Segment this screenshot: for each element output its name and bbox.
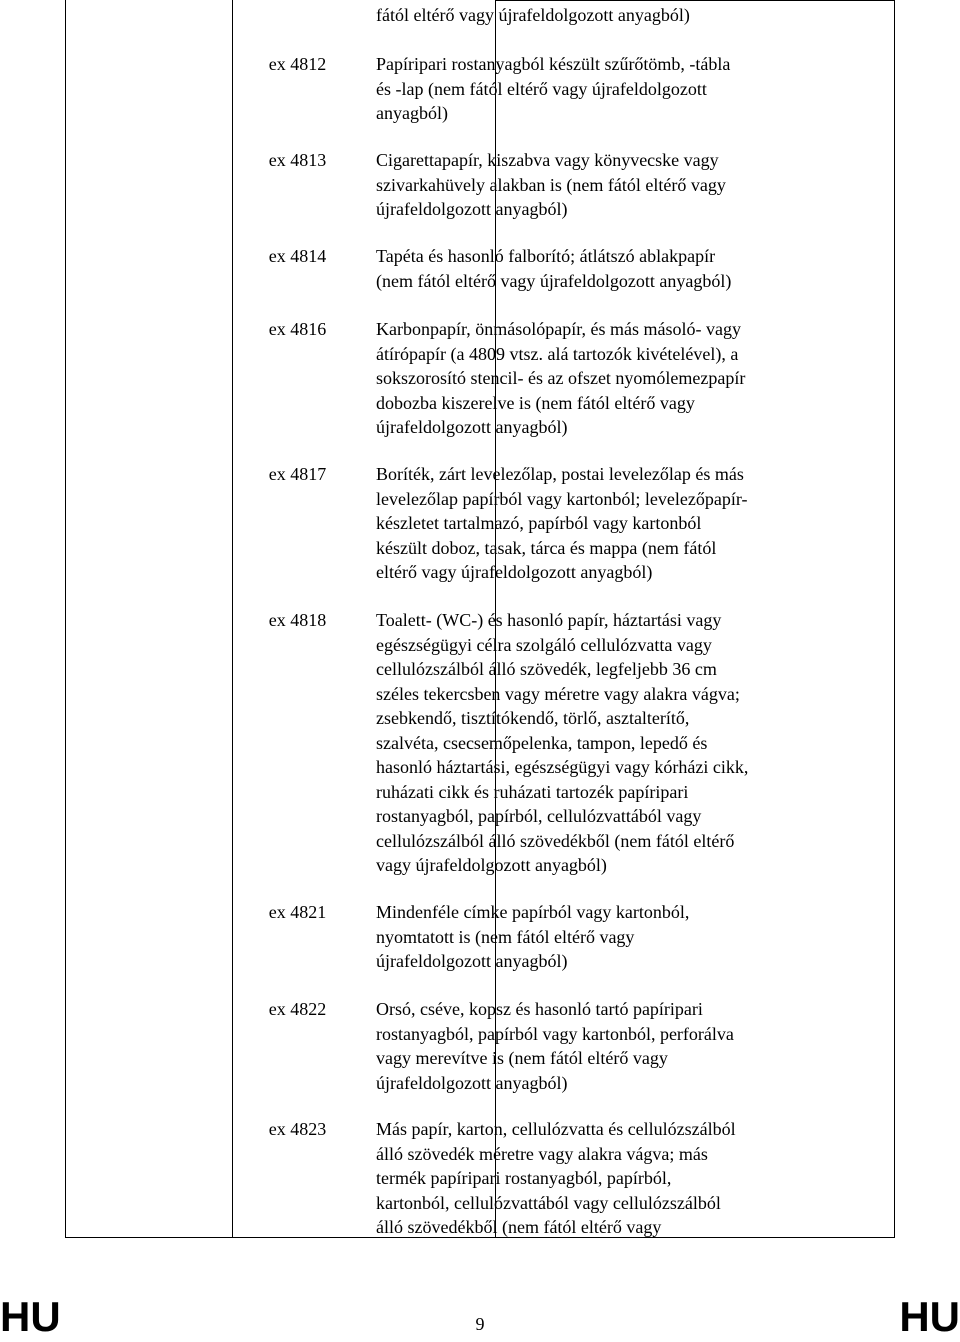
description-line: anyagból) [376, 103, 448, 123]
row-description [376, 1117, 820, 1240]
description-line: cellulózszálból álló szövedékből (nem fától eltérő [376, 830, 735, 851]
description-line: újrafeldolgozott anyagból) [376, 1072, 568, 1093]
description-line: Boríték, zárt levelezőlap, postai levelezőlap és más [376, 464, 744, 484]
description-line: Mindenféle címke papírból vagy kartonból, [376, 902, 690, 922]
description-line: szivarkahüvely alakban is (nem fától eltérő vagy [376, 174, 726, 195]
row-description [376, 52, 820, 126]
row-description [376, 462, 820, 585]
footer-country-left: HU [0, 1293, 61, 1340]
description-line: ruházati cikk és ruházati tartozék papíripari [376, 781, 689, 802]
description-line: Orsó, cséve, kopsz és hasonló tartó papíripari [376, 999, 703, 1019]
description-line: szalvéta, csecsemőpelenka, tampon, lepedő és [376, 732, 708, 753]
description-line: zsebkendő, tisztítókendő, törlő, asztalterítő, [376, 708, 690, 728]
description-line: újrafeldolgozott anyagból) [376, 417, 568, 437]
row-code: ex 4812 [268, 54, 327, 74]
description-line: újrafeldolgozott anyagból) [376, 199, 568, 219]
description-line: sokszorosító stencil- és az ofszet nyomólemezpapír [376, 368, 746, 388]
table-top-border [495, 0, 894, 1]
description-line: újrafeldolgozott anyagból) [376, 951, 568, 971]
description-line: hasonló háztartási, egészségügyi vagy kórházi cikk, [376, 757, 749, 777]
description-line: cellulózszálból álló szövedék, legfeljebb 36 cm [376, 659, 717, 679]
description-line: Más papír, karton, cellulózvatta és cellulózszálból [376, 1119, 736, 1139]
description-line: nyomtatott is (nem fától eltérő vagy [376, 926, 635, 947]
row-code: ex 4814 [268, 246, 327, 266]
description-line: vagy újrafeldolgozott anyagból) [376, 855, 607, 875]
description-line: vagy merevítve is (nem fától eltérő vagy [376, 1048, 668, 1068]
description-line: széles tekercsben vagy méretre vagy alakra vágva; [376, 683, 740, 704]
row-description [376, 900, 820, 974]
description-line: Karbonpapír, önmásolópapír, és más másoló- vagy [376, 319, 741, 339]
description-line: készült doboz, tasak, tárca és mappa (nem fától [376, 537, 717, 558]
description-line: fától eltérő vagy újrafeldolgozott anyagból) [376, 5, 690, 25]
description-line: álló szövedék méretre vagy alakra vágva; más [376, 1143, 708, 1164]
description-line: átírópapír (a 4809 vtsz. alá tartozók kivételével), a [376, 343, 739, 364]
row-code: ex 4813 [268, 150, 327, 170]
row-description [376, 997, 820, 1095]
description-line: Tapéta és hasonló falborító; átlátszó ablakpapír [376, 246, 716, 266]
row-description [376, 148, 820, 222]
description-line: dobozba kiszerelve is (nem fától eltérő vagy [376, 392, 695, 413]
description-line: álló szövedékből (nem fától eltérő vagy [376, 1217, 662, 1237]
description-line: Toalett- (WC-) és hasonló papír, háztartási vagy [376, 610, 722, 630]
row-code: ex 4823 [268, 1119, 327, 1139]
description-line: kartonból, cellulózvattából vagy cellulózszálból [376, 1192, 721, 1213]
description-line: készletet tartalmazó, papírból vagy kartonból [376, 513, 702, 533]
description-line: eltérő vagy újrafeldolgozott anyagból) [376, 562, 653, 582]
description-line: Cigarettapapír, kiszabva vagy könyvecske vagy [376, 150, 719, 170]
description-line: termék papíripari rostanyagból, papírból, [376, 1168, 672, 1188]
row-code: ex 4816 [268, 319, 327, 339]
page-number: 9 [475, 1314, 485, 1334]
row-description [376, 244, 820, 293]
description-line: rostanyagból, papírból vagy kartonból, perforálva [376, 1023, 734, 1044]
row-description [376, 3, 820, 28]
row-description [376, 608, 820, 878]
description-line: (nem fától eltérő vagy újrafeldolgozott anyagból) [376, 270, 732, 291]
row-code: ex 4817 [268, 464, 327, 484]
description-line: levelezőlap papírból vagy kartonból; levelezőpapír- [376, 488, 748, 509]
footer-country-right: HU [899, 1293, 960, 1340]
description-line: Papíripari rostanyagból készült szűrőtömb, -tábla [376, 54, 731, 74]
row-description [376, 317, 820, 440]
description-line: és -lap (nem fától eltérő vagy újrafeldolgozott [376, 78, 707, 99]
row-code: ex 4822 [268, 999, 327, 1019]
description-line: egészségügyi célra szolgáló cellulózvatta vagy [376, 634, 712, 655]
row-code: ex 4818 [268, 610, 327, 630]
row-code: ex 4821 [268, 902, 327, 922]
description-line: rostanyagból, papírból, cellulózvattából vagy [376, 806, 702, 826]
